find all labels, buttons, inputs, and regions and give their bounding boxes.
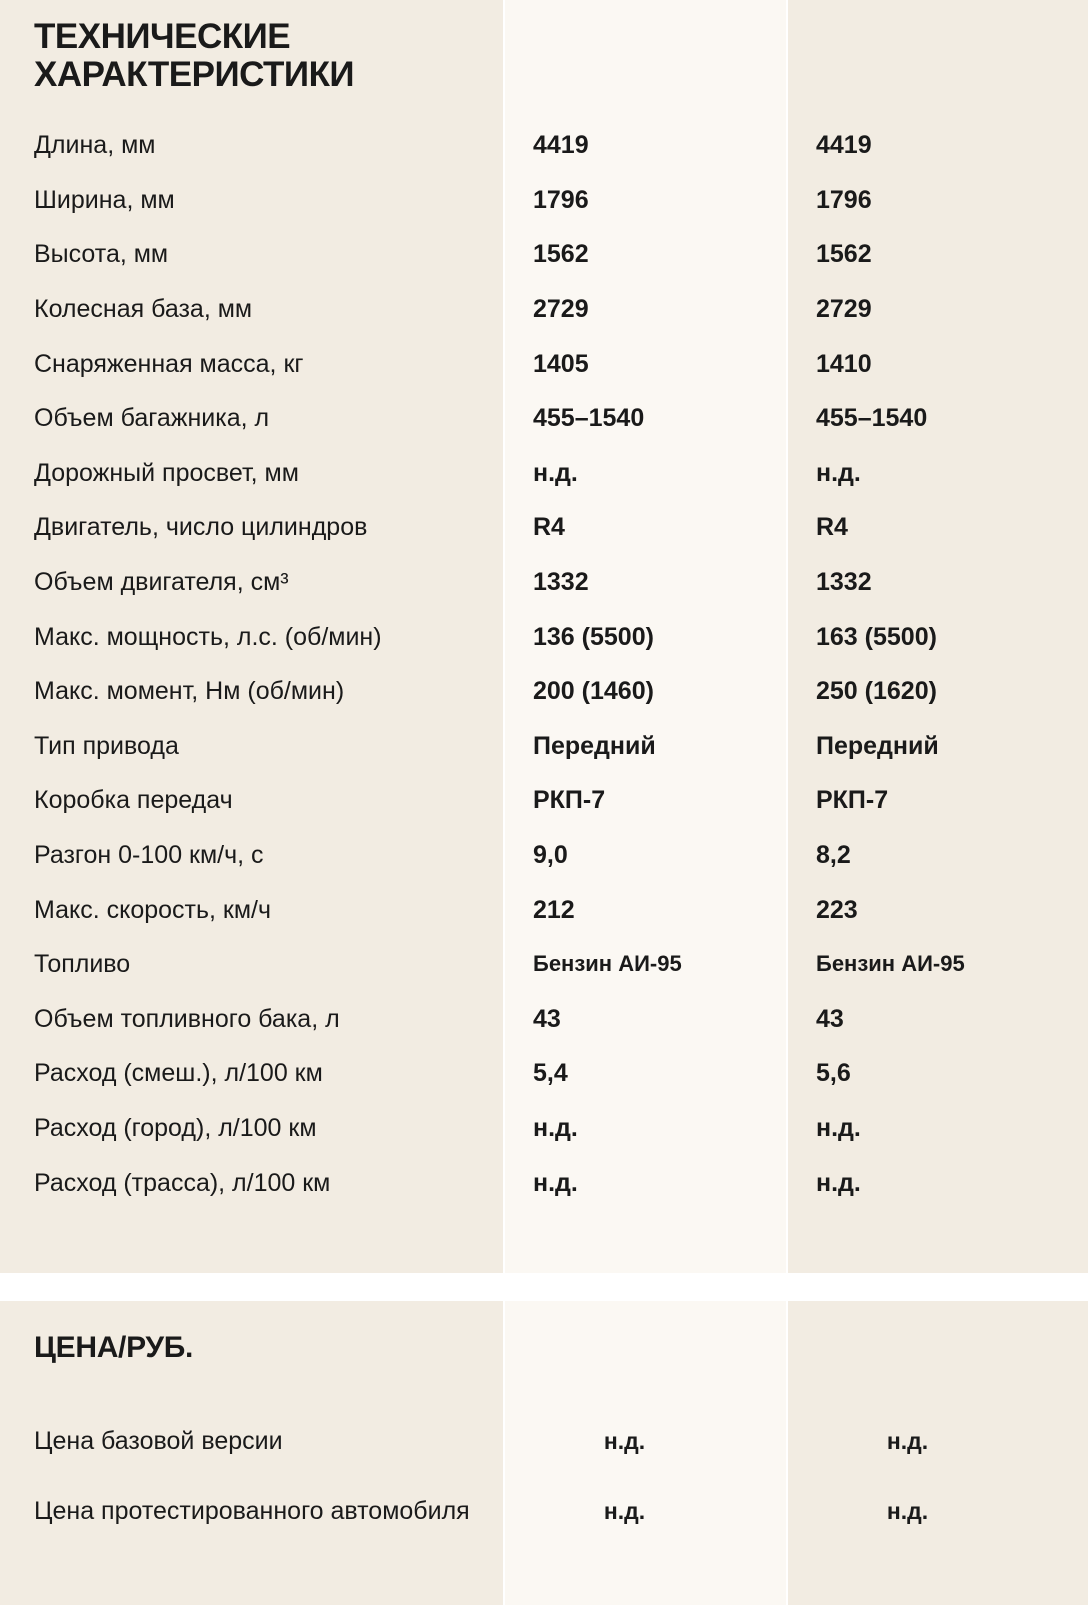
spec-label: Макс. мощность, л.с. (об/мин) bbox=[34, 622, 382, 651]
spec-value-variant-1: РКП-7 bbox=[533, 786, 606, 815]
table-row bbox=[0, 609, 1088, 664]
spec-value-variant-1: R4 bbox=[533, 513, 565, 542]
spec-label: Топливо bbox=[34, 950, 131, 979]
section-title-price: ЦЕНА/РУБ. bbox=[34, 1331, 194, 1364]
table-row bbox=[0, 336, 1088, 391]
spec-value-variant-1: 1332 bbox=[533, 568, 589, 597]
price-rows bbox=[0, 1406, 1088, 1546]
section-title-specs: ТЕХНИЧЕСКИЕ ХАРАКТЕРИСТИКИ bbox=[34, 17, 355, 94]
spec-label: Расход (трасса), л/100 км bbox=[34, 1168, 331, 1197]
spec-label: Макс. момент, Нм (об/мин) bbox=[34, 677, 345, 706]
spec-value-variant-1: н.д. bbox=[533, 1168, 578, 1197]
spec-value-variant-1: 212 bbox=[533, 895, 575, 924]
table-row bbox=[0, 1155, 1088, 1210]
spec-value-variant-2: 8,2 bbox=[816, 841, 851, 870]
spec-value-variant-2: Бензин АИ-95 bbox=[816, 951, 965, 977]
spec-value-variant-2: 1332 bbox=[816, 568, 872, 597]
table-row bbox=[0, 173, 1088, 228]
spec-value-variant-1: 2729 bbox=[533, 295, 589, 324]
spec-value-variant-1: 200 (1460) bbox=[533, 677, 654, 706]
table-row bbox=[0, 1406, 1088, 1476]
spec-label: Дорожный просвет, мм bbox=[34, 458, 299, 487]
spec-rows bbox=[0, 118, 1088, 1210]
spec-value-variant-1: н.д. bbox=[533, 1113, 578, 1142]
table-row bbox=[0, 446, 1088, 501]
table-row bbox=[0, 882, 1088, 937]
spec-label: Макс. скорость, км/ч bbox=[34, 895, 272, 924]
spec-label: Высота, мм bbox=[34, 240, 169, 269]
spec-value-variant-2: 2729 bbox=[816, 295, 872, 324]
spec-label: Снаряженная масса, кг bbox=[34, 349, 304, 378]
table-row bbox=[0, 664, 1088, 719]
table-row bbox=[0, 118, 1088, 173]
price-label: Цена протестированного автомобиля bbox=[34, 1497, 470, 1525]
spec-label: Ширина, мм bbox=[34, 185, 175, 214]
spec-value-variant-1: Передний bbox=[533, 731, 656, 760]
spec-value-variant-2: 455–1540 bbox=[816, 404, 928, 433]
price-value-variant-1: н.д. bbox=[603, 1427, 646, 1454]
spec-value-variant-2: 4419 bbox=[816, 131, 872, 160]
section-gap bbox=[0, 1273, 1088, 1301]
spec-value-variant-2: R4 bbox=[816, 513, 848, 542]
spec-label: Тип привода bbox=[34, 731, 179, 760]
spec-value-variant-2: 250 (1620) bbox=[816, 677, 937, 706]
spec-value-variant-2: н.д. bbox=[816, 1168, 861, 1197]
price-value-variant-2: н.д. bbox=[886, 1497, 929, 1524]
table-row bbox=[0, 992, 1088, 1047]
spec-label: Коробка передач bbox=[34, 786, 233, 815]
price-section bbox=[0, 1301, 1088, 1605]
table-row bbox=[0, 1476, 1088, 1546]
spec-value-variant-1: 9,0 bbox=[533, 841, 568, 870]
table-row bbox=[0, 500, 1088, 555]
spec-value-variant-1: Бензин АИ-95 bbox=[533, 951, 682, 977]
spec-value-variant-2: н.д. bbox=[816, 1113, 861, 1142]
table-row bbox=[0, 282, 1088, 337]
spec-value-variant-1: н.д. bbox=[533, 458, 578, 487]
spec-value-variant-2: 5,6 bbox=[816, 1059, 851, 1088]
spec-value-variant-1: 5,4 bbox=[533, 1059, 568, 1088]
spec-value-variant-1: 455–1540 bbox=[533, 404, 645, 433]
spec-label: Объем топливного бака, л bbox=[34, 1004, 340, 1033]
table-row bbox=[0, 555, 1088, 610]
spec-value-variant-2: 43 bbox=[816, 1004, 844, 1033]
spec-label: Разгон 0-100 км/ч, с bbox=[34, 841, 264, 870]
spec-value-variant-1: 1562 bbox=[533, 240, 589, 269]
table-row bbox=[0, 937, 1088, 992]
spec-value-variant-2: РКП-7 bbox=[816, 786, 889, 815]
price-value-variant-1: н.д. bbox=[603, 1497, 646, 1524]
spec-value-variant-1: 136 (5500) bbox=[533, 622, 654, 651]
spec-value-variant-2: н.д. bbox=[816, 458, 861, 487]
spec-label: Объем двигателя, см³ bbox=[34, 568, 289, 597]
table-row bbox=[0, 391, 1088, 446]
spec-label: Двигатель, число цилиндров bbox=[34, 513, 368, 542]
spec-value-variant-2: Передний bbox=[816, 731, 939, 760]
spec-value-variant-1: 1796 bbox=[533, 185, 589, 214]
spec-value-variant-1: 43 bbox=[533, 1004, 561, 1033]
spec-label: Колесная база, мм bbox=[34, 295, 253, 324]
table-row bbox=[0, 1046, 1088, 1101]
table-row bbox=[0, 227, 1088, 282]
spec-value-variant-2: 163 (5500) bbox=[816, 622, 937, 651]
spec-label: Расход (смеш.), л/100 км bbox=[34, 1059, 323, 1088]
spec-label: Расход (город), л/100 км bbox=[34, 1113, 317, 1142]
spec-value-variant-1: 1405 bbox=[533, 349, 589, 378]
table-row bbox=[0, 719, 1088, 774]
spec-value-variant-2: 1796 bbox=[816, 185, 872, 214]
spec-label: Длина, мм bbox=[34, 131, 156, 160]
spec-value-variant-2: 1410 bbox=[816, 349, 872, 378]
table-row bbox=[0, 828, 1088, 883]
spec-value-variant-1: 4419 bbox=[533, 131, 589, 160]
spec-value-variant-2: 223 bbox=[816, 895, 858, 924]
spec-label: Объем багажника, л bbox=[34, 404, 270, 433]
price-label: Цена базовой версии bbox=[34, 1427, 283, 1455]
spec-value-variant-2: 1562 bbox=[816, 240, 872, 269]
table-row bbox=[0, 773, 1088, 828]
price-value-variant-2: н.д. bbox=[886, 1427, 929, 1454]
table-row bbox=[0, 1101, 1088, 1156]
